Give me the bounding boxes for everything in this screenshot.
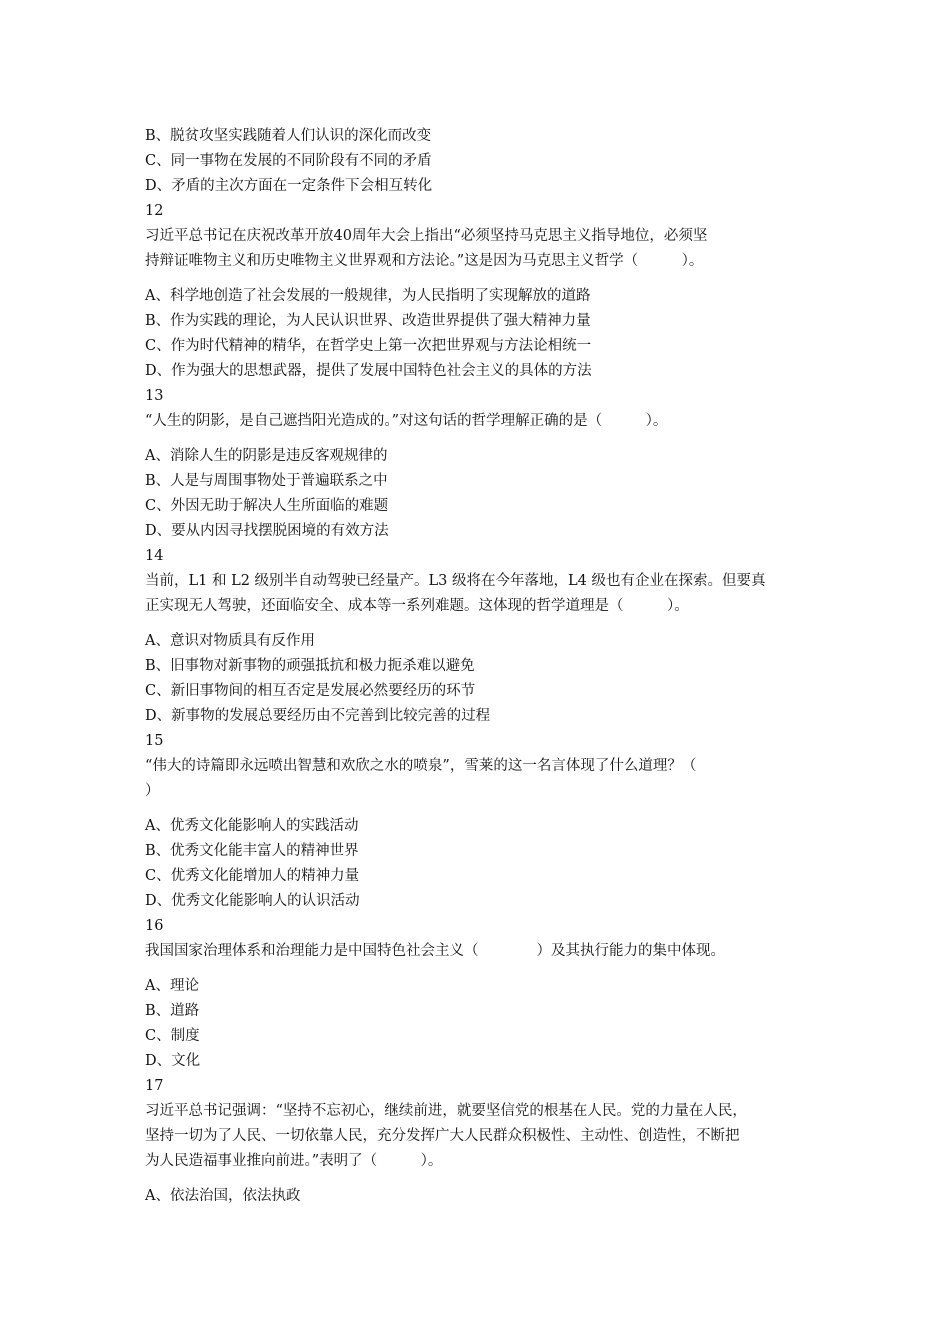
option-d: D、矛盾的主次方面在一定条件下会相互转化 [145,178,433,194]
option-d: D、要从内因寻找摆脱困境的有效方法 [145,523,389,539]
stem-line: 我国国家治理体系和治理能力是中国特色社会主义（ ）及其执行能力的集中体现。 [145,943,725,959]
option-b: B、道路 [145,1003,200,1019]
option-a: A、科学地创造了社会发展的一般规律，为人民指明了实现解放的道路 [145,288,591,304]
option-a: A、依法治国，依法执政 [145,1188,301,1204]
option-c: C、外因无助于解决人生所面临的难题 [145,498,389,514]
document-page [145,124,835,1209]
option-b: B、脱贫攻坚实践随着人们认识的深化而改变 [145,128,432,144]
option-b: B、优秀文化能丰富人的精神世界 [145,843,359,859]
stem-line: 坚持一切为了人民、一切依靠人民，充分发挥广大人民群众积极性、主动性、创造性，不断把 [145,1128,740,1144]
question-stem [145,754,835,804]
option-d: D、作为强大的思想武器，提供了发展中国特色社会主义的具体的方法 [145,363,592,379]
stem-line: 当前，L1 和 L2 级别半自动驾驶已经量产。L3 级将在今年落地，L4 级也有企业在探索。但要真 [145,573,766,589]
stem-line: “伟大的诗篇即永远喷出智慧和欢欣之水的喷泉”，雪莱的这一名言体现了什么道理？（ [145,758,697,774]
question-stem [145,939,835,964]
option-c: C、作为时代精神的精华，在哲学史上第一次把世界观与方法论相统一 [145,338,592,354]
question-number: 15 [145,733,164,749]
question-number: 12 [145,203,164,219]
stem-line: 持辩证唯物主义和历史唯物主义世界观和方法论。”这是因为马克思主义哲学（ ）。 [145,253,704,269]
option-a: A、消除人生的阴影是违反客观规律的 [145,448,388,464]
option-d: D、优秀文化能影响人的认识活动 [145,893,360,909]
question-stem [145,569,835,619]
question-16 [145,914,835,1074]
question-number: 14 [145,548,164,564]
option-a: A、理论 [145,978,199,994]
stem-line: “人生的阴影，是自己遮挡阳光造成的。”对这句话的哲学理解正确的是（ ）。 [145,413,668,429]
option-b: B、作为实践的理论，为人民认识世界、改造世界提供了强大精神力量 [145,313,591,329]
question-stem [145,224,835,274]
question-stem [145,1099,835,1174]
stem-line: ） [145,783,160,799]
question-12 [145,199,835,384]
question-15 [145,729,835,914]
option-c: C、制度 [145,1028,200,1044]
option-a: A、意识对物质具有反作用 [145,633,315,649]
option-d: D、新事物的发展总要经历由不完善到比较完善的过程 [145,708,491,724]
stem-line: 习近平总书记在庆祝改革开放40周年大会上指出“必须坚持马克思主义指导地位，必须坚 [145,228,708,244]
option-c: C、优秀文化能增加人的精神力量 [145,868,360,884]
question-13 [145,384,835,544]
option-a: A、优秀文化能影响人的实践活动 [145,818,359,834]
question-number: 13 [145,388,164,404]
stem-line: 习近平总书记强调：“坚持不忘初心，继续前进，就要坚信党的根基在人民。党的力量在人民， [145,1103,747,1119]
option-c: C、新旧事物间的相互否定是发展必然要经历的环节 [145,683,476,699]
question-14 [145,544,835,729]
option-c: C、同一事物在发展的不同阶段有不同的矛盾 [145,153,432,169]
option-d: D、文化 [145,1053,201,1069]
lead-options [145,124,835,199]
option-b: B、人是与周围事物处于普遍联系之中 [145,473,388,489]
question-number: 17 [145,1078,164,1094]
stem-line: 为人民造福事业推向前进。”表明了（ ）。 [145,1153,443,1169]
question-stem [145,409,835,434]
question-17 [145,1074,835,1209]
question-number: 16 [145,918,164,934]
option-b: B、旧事物对新事物的顽强抵抗和极力扼杀难以避免 [145,658,475,674]
stem-line: 正实现无人驾驶，还面临安全、成本等一系列难题。这体现的哲学道理是（ ）。 [145,598,689,614]
